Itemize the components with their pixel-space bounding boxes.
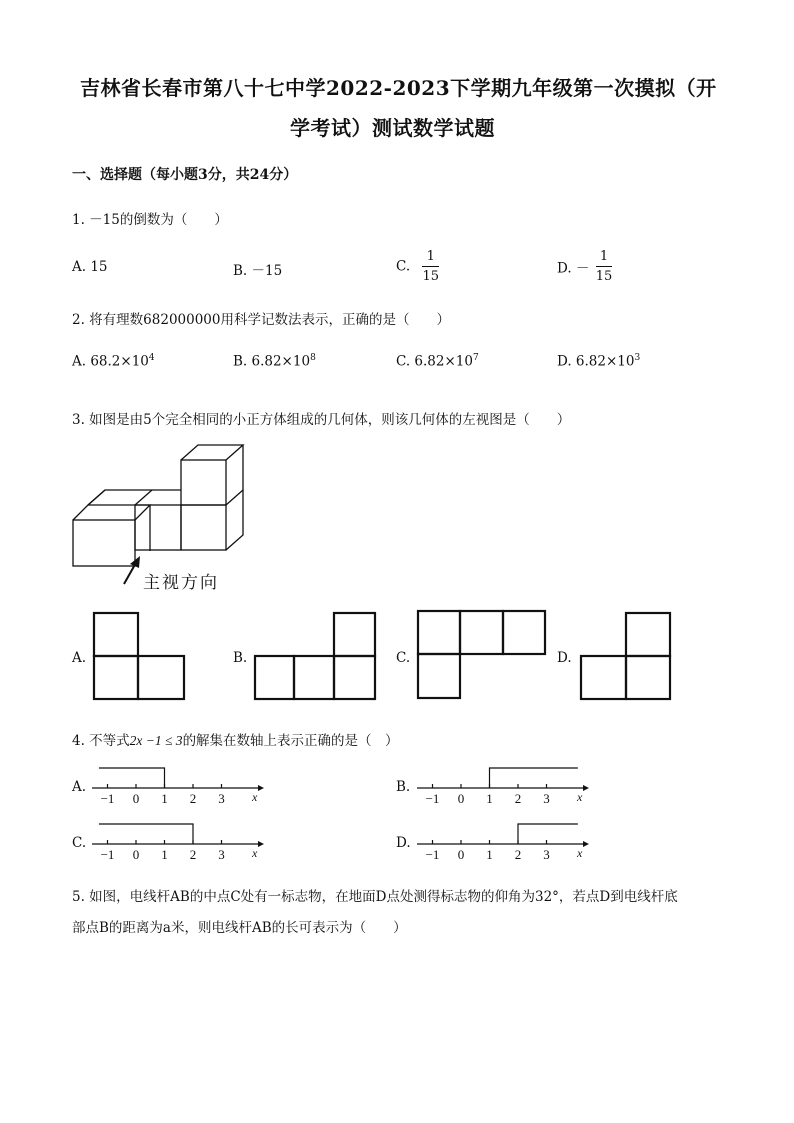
axis-variable-label: x (252, 790, 258, 804)
q4-inequality: 2x −1 ≤ 3 (129, 733, 183, 748)
axis-tick-label: 1 (486, 791, 493, 806)
question-2-stem: 2. 将有理数682000000用科学记数法表示，正确的是（ ） (72, 312, 450, 328)
q2-a-base: A. 68.2×10 (72, 353, 149, 370)
solution-set-bracket (99, 768, 165, 788)
q1-option-d (557, 250, 612, 283)
axis-tick-label: 2 (514, 791, 522, 806)
q2-b-exponent: 8 (310, 353, 316, 363)
axis-tick-label: 1 (161, 847, 168, 862)
axis-tick-label: −1 (425, 847, 440, 862)
q3-option-a-figure (92, 611, 188, 701)
axis-variable-label: x (252, 846, 258, 860)
axis-arrow-icon (583, 785, 589, 791)
axis-tick-label: 3 (218, 847, 225, 862)
view-direction-label: 主视方向 (143, 573, 219, 593)
q2-d-base: D. 6.82×10 (557, 353, 635, 370)
q2-b-base: B. 6.82×10 (233, 353, 311, 370)
q4-option-a-number-line (90, 762, 270, 808)
axis-tick-label: 3 (543, 791, 550, 806)
q1-c-numerator: 1 (422, 250, 439, 267)
q4-option-d-label: D. (396, 835, 411, 851)
axis-tick-label: −1 (100, 791, 115, 806)
q4-option-b-number-line (415, 762, 595, 808)
axis-tick-label: 3 (218, 791, 225, 806)
q3-option-d-figure (579, 611, 675, 701)
axis-tick-label: 2 (189, 791, 197, 806)
q4-option-a-label: A. (72, 779, 87, 795)
q4-stem-prefix: 4. 不等式 (72, 733, 130, 749)
axis-tick-label: 0 (457, 791, 465, 806)
section-heading: 一、选择题（每小题3分，共24分） (72, 167, 298, 183)
axis-tick-label: 3 (543, 847, 550, 862)
q1-option-c (396, 250, 439, 283)
q3-option-a-label: A. (72, 650, 87, 666)
q1-option-c-fraction (422, 250, 439, 283)
cube-right-front (181, 505, 226, 550)
cube-left-front (73, 520, 135, 566)
axis-tick-label: 0 (132, 791, 140, 806)
axis-tick-label: 0 (132, 847, 140, 862)
axis-tick-label: 0 (457, 847, 465, 862)
q3-option-d-label: D. (557, 650, 572, 666)
solution-set-bracket (99, 824, 193, 844)
q2-a-exponent: 4 (148, 353, 155, 363)
question-5-line1: 5. 如图，电线杆AB的中点C处有一标志物，在地面D点处测得标志物的仰角为32°，若点D到电线杆底 (72, 889, 678, 905)
q3-option-b-figure (253, 611, 381, 701)
q2-c-exponent: 7 (472, 353, 479, 363)
page-title-line1: 吉林省长春市第八十七中学2022-2023下学期九年级第一次摸拟（开 (80, 76, 717, 100)
axis-tick-label: 1 (161, 791, 168, 806)
q2-option-c (396, 353, 479, 370)
q4-stem-suffix: 的解集在数轴上表示正确的是（ ） (182, 733, 399, 749)
cube-middle-front (135, 505, 181, 550)
q1-d-numerator: 1 (596, 250, 613, 267)
solution-set-bracket (518, 824, 578, 844)
axis-tick-label: −1 (100, 847, 115, 862)
question-4-stem (72, 729, 399, 749)
question-5-line2: 部点B的距离为a米，则电线杆AB的长可表示为（ ） (72, 920, 407, 936)
q1-option-d-fraction (596, 250, 613, 283)
q1-d-denominator: 15 (595, 269, 613, 284)
q1-option-c-label: C. (396, 258, 411, 275)
q2-option-a (72, 353, 155, 370)
q3-option-c-figure (416, 609, 548, 701)
q3-option-c-label: C. (396, 650, 411, 666)
q1-option-d-label: D. － (557, 260, 590, 277)
q4-option-b-label: B. (396, 779, 411, 795)
page-title-line2: 学考试）测试数学试题 (290, 116, 495, 140)
axis-tick-label: 2 (189, 847, 197, 862)
axis-arrow-icon (258, 841, 264, 847)
q4-option-c-label: C. (72, 835, 87, 851)
q2-c-base: C. 6.82×10 (396, 353, 473, 370)
axis-tick-label: 1 (486, 847, 493, 862)
axis-variable-label: x (577, 790, 583, 804)
view-direction-arrow-icon (124, 556, 140, 584)
q3-option-b-label: B. (233, 650, 248, 666)
question-3-stem: 3. 如图是由5个完全相同的小正方体组成的几何体，则该几何体的左视图是（ ） (72, 412, 571, 428)
axis-arrow-icon (258, 785, 264, 791)
solution-set-bracket (490, 768, 578, 788)
q1-option-b: B. －15 (233, 263, 283, 279)
q2-option-d (557, 353, 640, 370)
axis-arrow-icon (583, 841, 589, 847)
q2-d-exponent: 3 (634, 353, 641, 363)
cube-top-front (181, 460, 226, 505)
q1-c-denominator: 15 (422, 269, 439, 284)
q2-option-b (233, 353, 316, 370)
q4-option-d-number-line (415, 818, 595, 864)
axis-tick-label: −1 (425, 791, 440, 806)
q1-option-a: A. 15 (72, 259, 108, 275)
axis-variable-label: x (577, 846, 583, 860)
q4-option-c-number-line (90, 818, 270, 864)
question-1-stem: 1. －15的倒数为（ ） (72, 212, 228, 228)
axis-tick-label: 2 (514, 847, 522, 862)
